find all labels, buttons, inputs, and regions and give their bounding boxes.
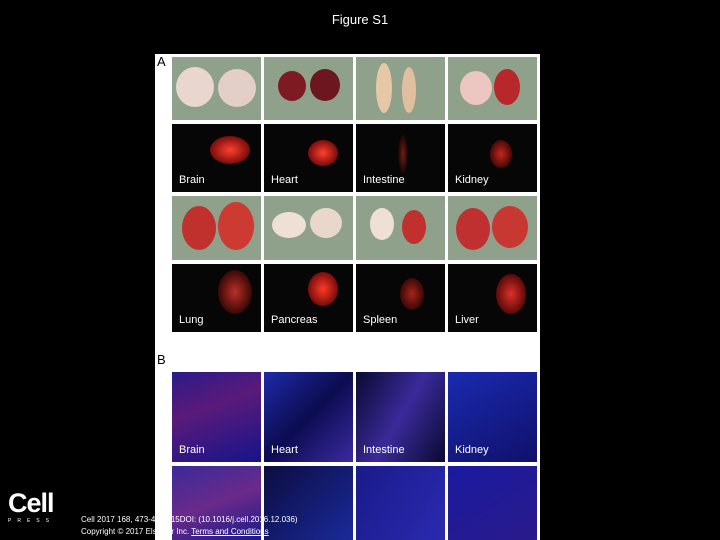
fluor-intestine bbox=[356, 124, 445, 192]
micro-label-intestine: Intestine bbox=[363, 444, 405, 456]
photo-pancreas bbox=[264, 196, 353, 260]
micro-row2-4 bbox=[448, 466, 537, 540]
label-liver: Liver bbox=[455, 314, 479, 326]
fluor-kidney bbox=[448, 124, 537, 192]
photo-spleen bbox=[356, 196, 445, 260]
micro-kidney bbox=[448, 372, 537, 462]
fluor-pancreas bbox=[264, 264, 353, 332]
micro-label-kidney: Kidney bbox=[455, 444, 489, 456]
label-pancreas: Pancreas bbox=[271, 314, 318, 326]
panel-a-letter: A bbox=[157, 54, 166, 69]
fluor-brain bbox=[172, 124, 261, 192]
micro-brain bbox=[172, 372, 261, 462]
figure-title: Figure S1 bbox=[331, 12, 389, 27]
label-intestine: Intestine bbox=[363, 174, 405, 186]
label-lung: Lung bbox=[179, 314, 204, 326]
photo-lung bbox=[172, 196, 261, 260]
micro-label-brain: Brain bbox=[179, 444, 205, 456]
micro-heart bbox=[264, 372, 353, 462]
photo-heart bbox=[264, 57, 353, 120]
fluor-lung bbox=[172, 264, 261, 332]
photo-intestine bbox=[356, 57, 445, 120]
terms-link[interactable]: Terms and Conditions bbox=[191, 527, 269, 536]
label-heart: Heart bbox=[271, 174, 298, 186]
photo-brain bbox=[172, 57, 261, 120]
copyright-line bbox=[81, 527, 269, 536]
fluor-heart bbox=[264, 124, 353, 192]
micro-row2-3 bbox=[356, 466, 445, 540]
micro-row2-2 bbox=[264, 466, 353, 540]
photo-liver bbox=[448, 196, 537, 260]
label-spleen: Spleen bbox=[363, 314, 398, 326]
micro-intestine bbox=[356, 372, 445, 462]
label-brain: Brain bbox=[179, 174, 205, 186]
copyright-text: Copyright © 2017 Elsevier Inc. bbox=[81, 527, 190, 536]
cell-press-logo bbox=[8, 490, 55, 524]
logo-name: Cell bbox=[8, 488, 54, 518]
fluor-liver bbox=[448, 264, 537, 332]
panel-b-letter: B bbox=[157, 352, 166, 367]
figure-panel bbox=[155, 54, 540, 540]
micro-label-heart: Heart bbox=[271, 444, 298, 456]
fluor-spleen bbox=[356, 264, 445, 332]
citation-text: Cell 2017 168, 473-486.e15DOI: (10.1016/j.cell.2016.12.036) bbox=[81, 515, 298, 524]
label-kidney: Kidney bbox=[455, 174, 489, 186]
logo-tagline: PRESS bbox=[8, 518, 55, 524]
photo-kidney bbox=[448, 57, 537, 120]
